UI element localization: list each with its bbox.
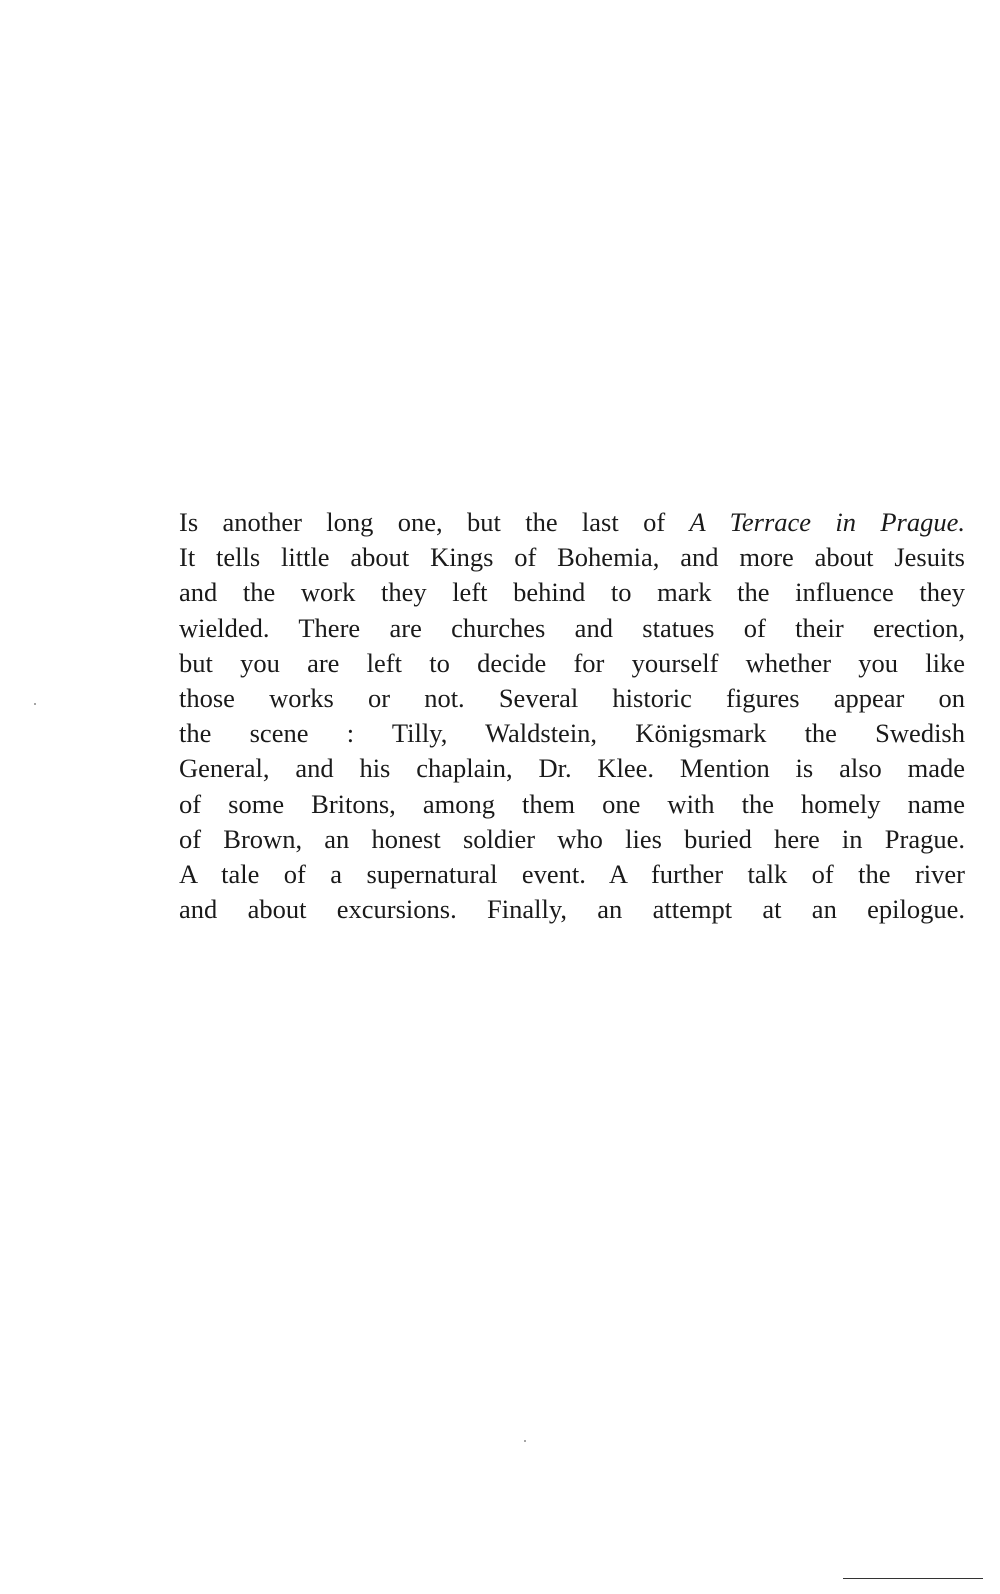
paragraph-line: and the work they left behind to mark the influence they <box>179 577 965 608</box>
chapter-summary-paragraph <box>179 505 965 927</box>
book-title: A Terrace in Prague. <box>689 507 965 537</box>
paragraph-line: wielded. There are churches and statues of their erection, <box>179 612 965 643</box>
paragraph-line: Is another long one, but the last of A Terrace in Prague. <box>179 507 965 537</box>
paragraph-line: of Brown, an honest soldier who lies buried here in Prague. <box>179 823 965 854</box>
paragraph-line: It tells little about Kings of Bohemia, and more about Jesuits <box>179 542 965 573</box>
paragraph-line: the scene : Tilly, Waldstein, Königsmark the Swedish <box>179 718 965 749</box>
scan-speck <box>34 703 36 705</box>
paragraph-line: A tale of a supernatural event. A further talk of the river <box>179 858 965 889</box>
paragraph-line: but you are left to decide for yourself whether you like <box>179 647 965 678</box>
paragraph-line: of some Britons, among them one with the homely name <box>179 788 965 819</box>
paragraph-line: General, and his chaplain, Dr. Klee. Mention is also made <box>179 753 965 784</box>
paragraph-line: those works or not. Several historic figures appear on <box>179 682 965 713</box>
paragraph-line: and about excursions. Finally, an attempt at an epilogue. <box>179 894 965 925</box>
footer-rule <box>843 1578 983 1579</box>
scan-speck <box>524 1440 526 1442</box>
